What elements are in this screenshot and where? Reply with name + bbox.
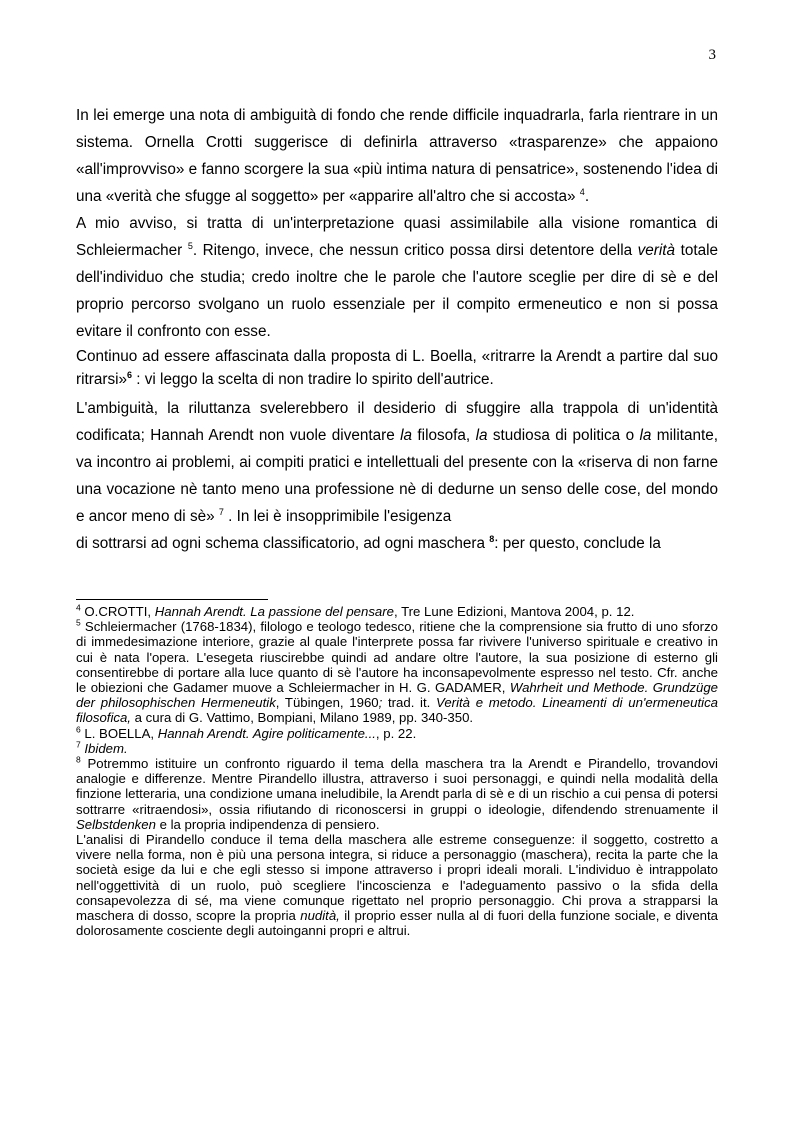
text: trad. it. (382, 695, 437, 711)
footnote-7 (76, 741, 718, 756)
footnote-number: 6 (76, 724, 81, 735)
emphasis: verità (637, 242, 676, 259)
title: Hannah Arendt. La passione del pensare (154, 604, 394, 619)
text: , Tre Lune Edizioni, Mantova 2004, p. 12. (394, 604, 635, 619)
text: O.CROTTI, (80, 604, 155, 619)
title: Verità e metodo. Lineamenti di un'ermeneutica filosofica, (76, 695, 718, 726)
page-number: 3 (708, 47, 716, 63)
text: e la propria indipendenza di pensiero. (155, 816, 380, 832)
text: filosofa, (412, 427, 476, 444)
paragraph-5 (76, 530, 718, 557)
title: Hannah Arendt. Agire politicamente... (157, 725, 376, 741)
footnote-5 (76, 619, 718, 725)
footnote-4 (76, 604, 718, 619)
footnote-ref-4[interactable]: 4 (579, 186, 585, 197)
text: Schleiermacher (1768-1834), filologo e teologo tedesco, ritiene che la comprensione sia frutto di uno sforzo di immedesimazione interiore, grazie al quale l'interprete possa far rivivere l'universo spirituale e creativo in cui è nata l'opera. L'esegeta riuscirebbe quindi ad andare oltre l'autore, la sua posizione di esterno gli consentirebbe di portare alla luce quanto di sè l'autore ha inconsapevolmente espresso nel testo. Cfr. anche le obiezioni che Gadamer muove a Schleiermacher in H. G. GADAMER, (76, 619, 718, 696)
text: Potremmo istituire un confronto riguardo il tema della maschera tra la Arendt e Pirandello, trovandovi analogie e differenze. Mentre Pirandello illustra, attraverso i suoi personaggi, e quindi nella modalità della finzione letteraria, una condizione umana ineludibile, la Arendt parla di sè e di un rischio a cui pensa di potersi sottrarre «ritraendosi», ossia rifiutando di riconoscersi in gruppi o ideologie, difendendo strenuamente il (76, 756, 718, 817)
paragraph-3 (76, 345, 718, 391)
footnote-number: 8 (76, 754, 81, 765)
footnote-6 (76, 726, 718, 741)
text: : per questo, conclude la (494, 535, 661, 552)
text: , Tübingen, 1960 (275, 695, 379, 711)
paragraph-1 (76, 102, 718, 210)
main-text (76, 102, 718, 557)
text: il proprio esser nulla al di fuori della funzione sociale, e diventa dolorosamente cosciente degli autoinganni propri e altrui. (76, 908, 718, 939)
footnote-ref-7[interactable]: 7 (218, 506, 224, 517)
emphasis: Ibidem. (80, 740, 128, 756)
text: , p. 22. (375, 725, 417, 741)
footnote-ref-8[interactable]: 8 (489, 533, 495, 544)
footnote-number: 7 (76, 739, 81, 750)
footnote-ref-5[interactable]: 5 (187, 240, 193, 251)
text: studiosa di politica o (487, 427, 640, 444)
text: L'analisi di Pirandello conduce il tema della maschera alle estreme conseguenze: il soggetto, costretto a vivere nella forma, non è più una persona integra, si riduce a personaggio (maschera), recita la parte che la società esige da lui e che egli stesso si impone attraverso i propri ideali morali. L'individuo è intrappolato nell'oggettività di un ruolo, può scegliere l'incoscienza e l'adeguamento passivo o la sfida della consapevolezza di sé, ma viene comunque rigettato nel proprio personaggio. Chi prova a strapparsi la maschera di dosso, scopre la propria (76, 832, 718, 924)
paragraph-2 (76, 210, 718, 345)
emphasis: la (475, 427, 488, 444)
footnote-8 (76, 756, 718, 832)
text: militante, va incontro ai problemi, ai compiti pratici e intellettuali del presente con la «riserva di non farne una vocazione nè tanto meno una professione nè di dedurne un senso delle cose, del mondo e ancor meno di sè» (76, 427, 719, 525)
emphasis: Selbstdenken (76, 816, 156, 832)
emphasis: nudità, (300, 908, 340, 924)
emphasis: ; (378, 695, 383, 711)
text: . Ritengo, invece, che nessun critico possa dirsi detentore della (192, 242, 638, 259)
text: L'ambiguità, la riluttanza svelerebbero il desiderio di sfuggire alla trappola di un'identità codificata; Hannah Arendt non vuole diventare (76, 400, 718, 444)
text: di sottrarsi ad ogni schema classificatorio, ad ogni maschera (76, 535, 490, 552)
text: : vi leggo la scelta di non tradire lo spirito dell'autrice. (132, 371, 494, 388)
text: L. BOELLA, (80, 725, 158, 741)
text: In lei emerge una nota di ambiguità di fondo che rende difficile inquadrarla, farla rientrare in un sistema. Ornella Crotti suggerisce di definirla attraverso «trasparenze» che appaiono «all'improvviso» e fanno scorgere la sua «più intima natura di pensatrice», sostenendo l'idea di una «verità che sfugge al soggetto» per «apparire all'altro che si accosta» (76, 107, 718, 205)
title: Wahrheit und Methode. Grundzüge der philosophischen Hermeneutik (76, 680, 719, 711)
footnote-separator (76, 599, 268, 600)
footnote-ref-6[interactable]: 6 (127, 369, 133, 380)
text: . In lei è insopprimibile l'esigenza (223, 508, 452, 525)
footnote-number: 5 (76, 617, 81, 628)
text: A mio avviso, si tratta di un'interpretazione quasi assimilabile alla visione romantica di Schleiermacher (76, 215, 718, 259)
emphasis: la (639, 427, 652, 444)
footnotes (76, 604, 718, 938)
text: . (584, 188, 590, 205)
paragraph-4 (76, 395, 718, 530)
text: a cura di G. Vattimo, Bompiani, Milano 1989, pp. 340-350. (130, 710, 474, 726)
text: totale dell'individuo che studia; credo inoltre che le parole che l'autore sceglie per dire di sè e del proprio percorso svolgano un ruolo essenziale per il compito ermeneutico e non si possa evitare il confronto con esse. (76, 242, 719, 340)
text: Continuo ad essere affascinata dalla proposta di L. Boella, «ritrarre la Arendt a partire dal suo ritrarsi» (76, 348, 718, 388)
emphasis: la (400, 427, 413, 444)
footnote-8-continued (76, 832, 718, 938)
footnote-number: 4 (76, 602, 81, 613)
